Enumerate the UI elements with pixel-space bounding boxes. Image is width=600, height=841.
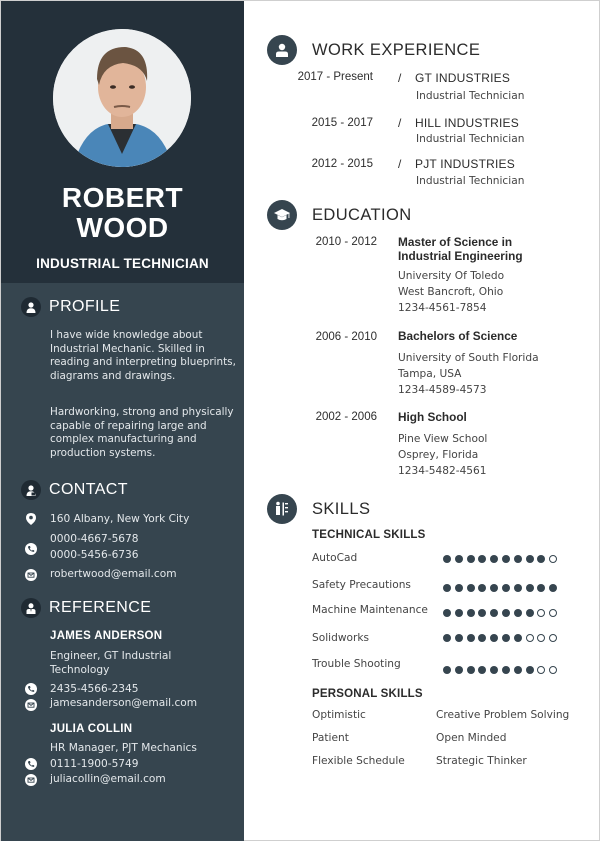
skill-2-name: Safety Precautions [312,579,411,591]
edu-1-school: University Of Toledo [398,270,505,282]
work-1-company: GT INDUSTRIES [415,71,511,85]
phone-icon [25,758,37,770]
skills-title: SKILLS [312,499,371,518]
rating-dot-filled [478,555,486,563]
phone-1[interactable]: 0000-4667-5678 [50,533,139,545]
sidebar-header [1,1,244,283]
rating-dot-filled [526,666,534,674]
profile-photo [53,29,191,167]
rating-dot-filled [443,609,451,617]
rating-dot-filled [537,584,545,592]
reference-title: REFERENCE [49,599,152,616]
rating-dot-empty [549,555,557,563]
rating-dot-filled [467,555,475,563]
contact-icon [21,480,41,500]
edu-2-school: University of South Florida [398,352,539,364]
rating-dot-filled [514,634,522,642]
personal-skill: Patient [312,732,349,744]
reference-2-phone-row [25,757,37,770]
edu-1-location: West Bancroft, Ohio [398,286,504,298]
rating-dot-filled [467,609,475,617]
personal-skill: Optimistic [312,709,366,721]
contact-title: CONTACT [49,481,128,498]
rating-dot-filled [514,609,522,617]
work-1-separator: / [398,71,402,85]
full-name [1,183,244,243]
address-row [25,512,37,525]
skill-3-rating [443,609,561,617]
work-3-role: Industrial Technician [416,175,525,187]
rating-dot-filled [455,609,463,617]
reference-2-phone[interactable]: 0111-1900-5749 [50,758,139,770]
rating-dot-filled [443,584,451,592]
address: 160 Albany, New York City [50,513,190,525]
rating-dot-filled [490,634,498,642]
personal-skill: Open Minded [436,732,507,744]
skills-icon [267,494,297,524]
personal-skills-title: PERSONAL SKILLS [312,688,423,700]
phone-icon [25,543,37,555]
profile-paragraph-2: Hardworking, strong and physically capable of repairing large and complex manufacturing and production systems. [50,406,234,459]
rating-dot-filled [490,584,498,592]
rating-dot-filled [443,666,451,674]
rating-dot-filled [443,555,451,563]
work-1-role: Industrial Technician [416,90,525,102]
rating-dot-filled [490,666,498,674]
skill-4-name: Solidworks [312,632,369,644]
work-2-company: HILL INDUSTRIES [415,116,519,130]
skill-3-name: Machine Maintenance [312,604,428,616]
edu-3-location: Osprey, Florida [398,449,479,461]
briefcase-user-icon [267,35,297,65]
edu-3-school: Pine View School [398,433,488,445]
rating-dot-filled [549,584,557,592]
reference-2-name: JULIA COLLIN [50,723,133,735]
edu-2-phone: 1234-4589-4573 [398,384,487,396]
last-name: WOOD [76,212,169,243]
work-2-separator: / [398,116,402,130]
rating-dot-filled [478,666,486,674]
personal-skill: Strategic Thinker [436,755,527,767]
rating-dot-filled [526,584,534,592]
rating-dot-empty [549,666,557,674]
rating-dot-filled [490,609,498,617]
edu-3-phone: 1234-5482-4561 [398,465,487,477]
phone-2[interactable]: 0000-5456-6736 [50,549,139,561]
rating-dot-empty [537,634,545,642]
rating-dot-filled [455,555,463,563]
reference-1-phone[interactable]: 2435-4566-2345 [50,683,139,695]
rating-dot-filled [526,609,534,617]
skill-2-rating [443,584,561,592]
reference-1-role-line-1: Engineer, GT Industrial [50,650,172,662]
rating-dot-filled [502,584,510,592]
rating-dot-filled [443,634,451,642]
rating-dot-empty [537,666,545,674]
rating-dot-filled [526,555,534,563]
technical-skills-title: TECHNICAL SKILLS [312,529,426,541]
rating-dot-filled [455,584,463,592]
phone-icon [25,683,37,695]
rating-dot-filled [467,666,475,674]
edu-2-location: Tampa, USA [398,368,462,380]
edu-2-degree: Bachelors of Science [398,329,518,343]
edu-3-dates: 2002 - 2006 [315,411,377,423]
rating-dot-filled [478,634,486,642]
reference-1-email[interactable]: jamesanderson@email.com [50,697,198,709]
rating-dot-empty [526,634,534,642]
reference-2-email-row [25,773,37,786]
user-icon [21,297,41,317]
rating-dot-filled [514,584,522,592]
edu-1-degree-line-2: Industrial Engineering [398,249,523,263]
rating-dot-filled [514,666,522,674]
profile-title: PROFILE [49,298,121,315]
work-3-dates: 2012 - 2015 [311,158,373,170]
profile-heading [21,297,120,317]
reference-1-phone-row [25,682,37,695]
edu-2-dates: 2006 - 2010 [315,331,377,343]
rating-dot-filled [537,555,545,563]
skill-5-rating [443,666,561,674]
edu-3-degree: High School [398,410,467,424]
email-icon [25,699,37,711]
rating-dot-empty [537,609,545,617]
reference-heading [21,598,151,618]
email-icon [25,774,37,786]
personal-skill: Flexible Schedule [312,755,405,767]
rating-dot-filled [478,609,486,617]
profile-paragraph-1: I have wide knowledge about Industrial Mechanic. Skilled in reading and interpreting blueprints, diagrams and drawings. [50,329,236,382]
rating-dot-filled [455,666,463,674]
work-3-separator: / [398,157,402,171]
skill-4-rating [443,634,561,642]
rating-dot-filled [502,666,510,674]
work-1-dates: 2017 - Present [297,71,373,83]
reference-2-role-line-1: HR Manager, PJT Mechanics [50,742,197,754]
rating-dot-filled [502,609,510,617]
reference-1-name: JAMES ANDERSON [50,630,163,642]
job-title: INDUSTRIAL TECHNICIAN [36,256,209,271]
contact-heading [21,480,128,500]
map-pin-icon [25,513,37,525]
rating-dot-filled [490,555,498,563]
rating-dot-empty [549,609,557,617]
rating-dot-filled [478,584,486,592]
sidebar [1,1,244,841]
rating-dot-filled [502,555,510,563]
reference-1-email-row [25,698,37,711]
rating-dot-filled [514,555,522,563]
work-experience-heading [267,35,480,65]
email-row [25,568,37,581]
education-title: EDUCATION [312,205,412,224]
work-experience-title: WORK EXPERIENCE [312,40,481,59]
personal-skill: Creative Problem Solving [436,709,570,721]
edu-1-phone: 1234-4561-7854 [398,302,487,314]
skill-1-name: AutoCad [312,552,358,564]
skill-5-name: Trouble Shooting [312,658,401,670]
skills-heading [267,494,370,524]
rating-dot-empty [549,634,557,642]
rating-dot-filled [467,584,475,592]
edu-1-degree-line-1: Master of Science in [398,235,513,249]
work-3-company: PJT INDUSTRIES [415,157,515,171]
reference-icon [21,598,41,618]
rating-dot-filled [467,634,475,642]
work-2-role: Industrial Technician [416,133,525,145]
skill-1-rating [443,555,561,563]
phone-row [25,542,37,555]
email-icon [25,569,37,581]
rating-dot-filled [455,634,463,642]
email[interactable]: robertwood@email.com [50,568,177,580]
edu-1-dates: 2010 - 2012 [315,236,377,248]
reference-1-role-line-2: Technology [50,664,110,676]
work-2-dates: 2015 - 2017 [311,117,373,129]
reference-2-email[interactable]: juliacollin@email.com [50,773,166,785]
graduation-cap-icon [267,200,297,230]
education-heading [267,200,412,230]
rating-dot-filled [502,634,510,642]
first-name: ROBERT [61,182,184,213]
